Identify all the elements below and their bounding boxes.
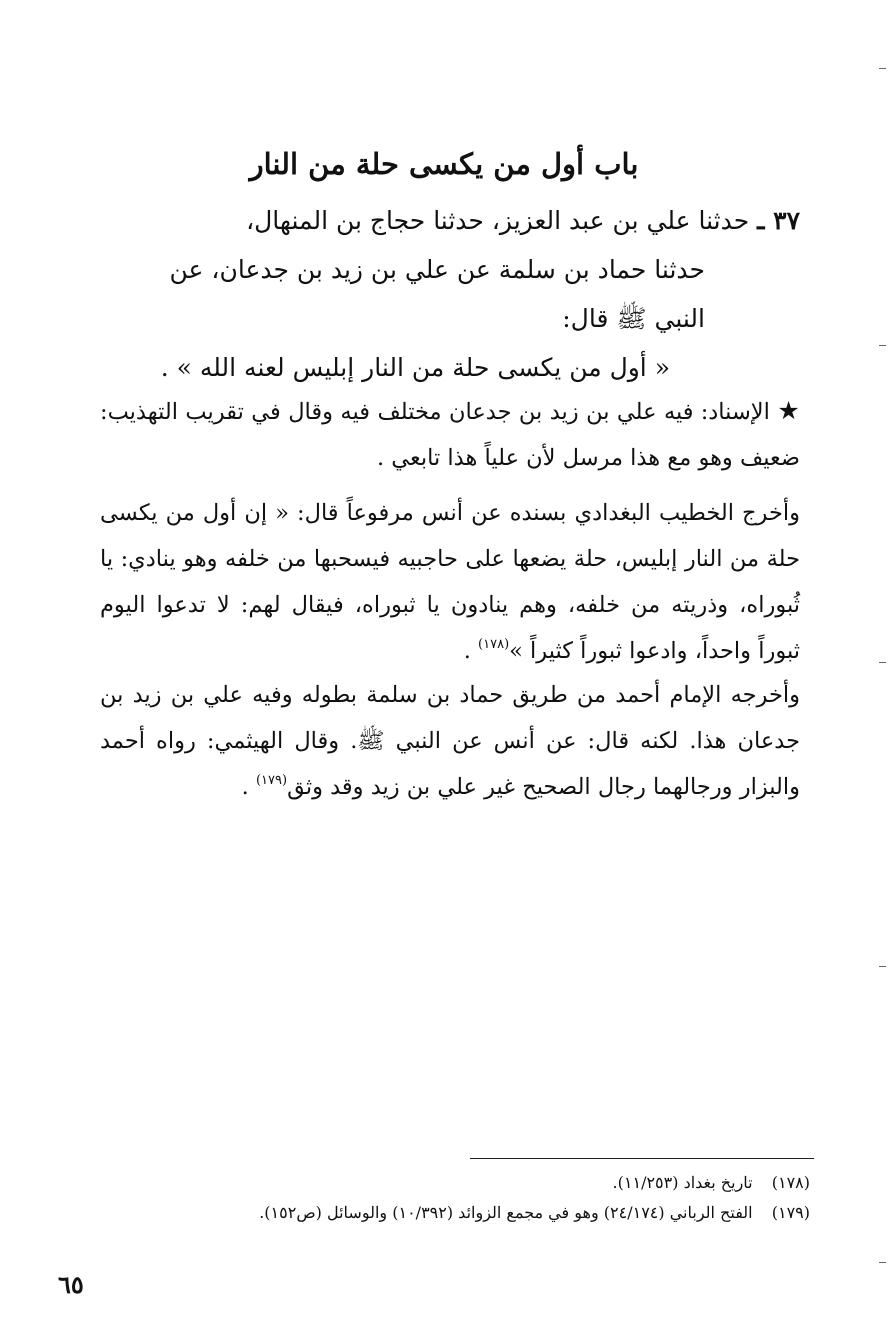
isnad-text: الإسناد: فيه علي بن زيد بن جدعان مختلف فيه وقال في تقريب التهذيب: ضعيف وهو مع هذا مرسل لأن علياً هذا تابعي . [100, 399, 800, 471]
hadith-text: حدثنا علي بن عبد العزيز، حدثنا حجاج بن المنهال، [246, 206, 750, 235]
hadith-quote: « أول من يكسى حلة من النار إبليس لعنه الله » . [160, 353, 670, 382]
footnote-divider [470, 1158, 814, 1159]
khatib-text: وأخرج الخطيب البغدادي بسنده عن أنس مرفوعاً قال: « إن أول من يكسى حلة من النار إبليس، حلة يضعها على حاجبيه فيسحبها من خلفه وهو ينادي: يا ثُبوراه، وذريته من خلفه، وهم ينادون يا ثبوراه، فيقال لهم: لا تدعوا اليوم ثبوراً واحداً، وادعوا ثبوراً كثيراً » [100, 500, 800, 664]
footnote-text: الفتح الرباني (٢٤/١٧٤) وهو في مجمع الزوائد (١٠/٣٩٢) والوسائل (ص١٥٢). [259, 1203, 753, 1222]
footnote-ref: (١٧٨) [478, 637, 510, 652]
margin-mark [879, 662, 886, 663]
sentence-end: . [463, 638, 479, 664]
margin-mark [879, 966, 886, 967]
footnote-text: تاريخ بغداد (١١/٢٥٣). [612, 1173, 753, 1192]
margin-mark [879, 345, 886, 346]
footnote [90, 1170, 810, 1196]
star-icon: ★ [777, 396, 800, 425]
footnote-number: (١٧٨) [771, 1173, 810, 1192]
footnote-number: (١٧٩) [771, 1203, 810, 1222]
hadith-line [90, 196, 800, 245]
page-number: ٦٥ [58, 1270, 84, 1299]
hadith-line: النبي ﷺ قال: [562, 304, 705, 333]
hadith-number: ٣٧ ـ [757, 206, 800, 235]
chapter-heading: باب أول من يكسى حلة من النار [249, 147, 639, 181]
margin-mark [879, 68, 886, 69]
hadith-block [90, 196, 800, 392]
ahmad-text: وأخرجه الإمام أحمد من طريق حماد بن سلمة بطوله وفيه علي بن زيد بن جدعان هذا. لكنه قال: عن أنس عن النبي ﷺ. وقال الهيثمي: رواه أحمد والبزار ورجالهما رجال الصحيح غير علي بن زيد وقد وثق [100, 682, 800, 800]
sentence-end: . [241, 774, 256, 800]
margin-mark [879, 1262, 886, 1263]
hadith-line: حدثنا حماد بن سلمة عن علي بن زيد بن جدعان، عن [169, 255, 705, 284]
footnote-ref: (١٧٩) [255, 773, 288, 788]
isnad-paragraph [100, 388, 800, 481]
khatib-paragraph [100, 490, 800, 674]
footnote [90, 1200, 810, 1226]
ahmad-paragraph [100, 672, 800, 810]
